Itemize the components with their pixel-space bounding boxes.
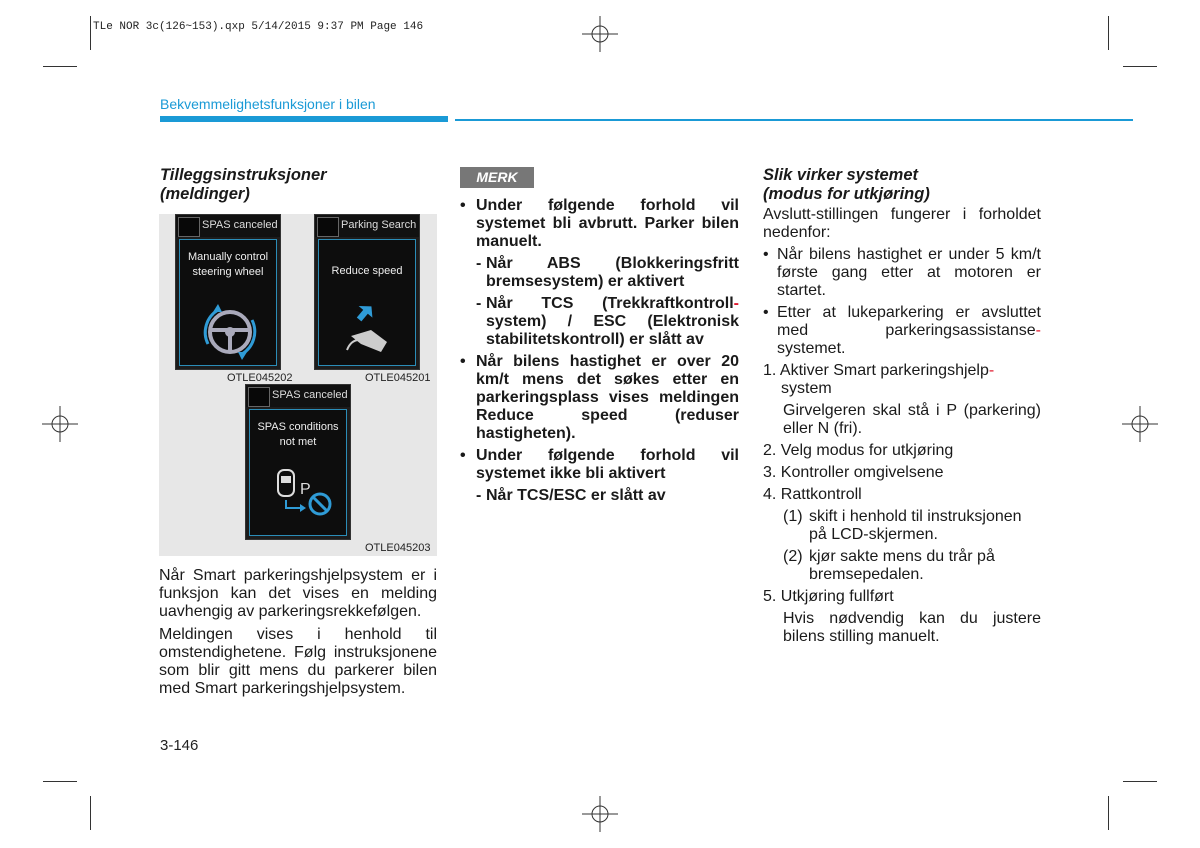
steering-wheel-icon [198, 300, 262, 364]
cluster-screen-reduce-speed [314, 214, 420, 370]
note-item: • Når bilens hastighet er over 20 km/t mens det søkes etter en parkeringsplass vises meldingen Reduce speed (reduser hastigheten). [460, 353, 739, 443]
left-paragraph-1: Når Smart parkeringshjelpsystem er i funksjon kan det vises en melding uavhengig av parkeringsrekkefølgen. [159, 567, 437, 620]
crop-mark [1108, 796, 1109, 830]
left-heading [160, 166, 440, 204]
note-subitem: - Når TCS (Trekkraftkontroll- system) / ESC (Elektronisk stabilitetskontroll) er slått av [460, 295, 739, 349]
brake-pedal-icon [341, 300, 401, 360]
crop-mark [1123, 781, 1157, 782]
step-4-subitem: (2) kjør sakte mens du trår på bremsepedalen. [783, 548, 995, 583]
right-column [763, 166, 1041, 650]
right-heading: Slik virker systemet (modus for utkjøring) [763, 166, 930, 203]
screen-status-bar [246, 385, 350, 407]
left-heading-line1: Tilleggsinstruksjoner [160, 166, 327, 184]
figure-label: OTLE045203 [365, 542, 431, 554]
screen-message: Reduce speed [331, 265, 403, 277]
screen-panel [249, 409, 347, 536]
crop-mark [90, 796, 91, 830]
screen-message: Manually control steering wheel [187, 251, 269, 278]
note-subitem: - Når ABS (Blokkeringsfritt bremsesystem) er aktivert [460, 255, 739, 291]
message-figure [159, 214, 437, 556]
crop-mark [43, 781, 77, 782]
print-header: TLe NOR 3c(126~153).qxp 5/14/2015 9:37 PM Page 146 [93, 21, 424, 33]
svg-text:P: P [300, 481, 311, 498]
step-2: 2. Velg modus for utkjøring [763, 442, 954, 459]
registration-mark-icon [582, 796, 618, 832]
note-body [460, 197, 739, 509]
parking-prohibited-icon [270, 464, 340, 524]
screen-panel [318, 239, 416, 366]
crop-mark [1123, 66, 1157, 67]
step-3: 3. Kontroller omgivelsene [763, 464, 944, 481]
screen-status-text: SPAS canceled [202, 219, 278, 231]
screen-panel [179, 239, 277, 366]
screen-status-text: SPAS canceled [272, 389, 348, 401]
crop-mark [1108, 16, 1109, 50]
figure-label: OTLE045201 [365, 372, 431, 384]
screen-status-bar [315, 215, 419, 237]
step-1-detail: Girvelgeren skal stå i P (parkering) eller N (fri). [783, 402, 1041, 437]
cluster-screen-conditions-not-met [245, 384, 351, 540]
crop-mark [90, 16, 91, 50]
hyphenation-mark: - [1035, 322, 1041, 339]
left-heading-line2: (meldinger) [160, 185, 250, 203]
note-item: • Under følgende forhold vil systemet bli avbrutt. Parker bilen manuelt. [460, 197, 739, 251]
screen-message: SPAS conditions not met [257, 421, 339, 448]
step-4: 4. Rattkontroll [763, 486, 862, 503]
hyphenation-mark: - [733, 295, 739, 312]
note-label: MERK [460, 167, 534, 188]
registration-mark-icon [42, 406, 78, 442]
registration-mark-icon [582, 16, 618, 52]
right-bullet: • Når bilens hastighet er under 5 km/t første gang etter at motoren er startet. [763, 246, 1041, 300]
section-title: Bekvemmelighetsfunksjoner i bilen [160, 96, 376, 112]
figure-label: OTLE045202 [227, 372, 293, 384]
step-5: 5. Utkjøring fullført [763, 588, 894, 605]
section-title-bar [160, 116, 448, 122]
hyphenation-mark: - [988, 362, 995, 379]
left-paragraph-2: Meldingen vises i henhold til omstendighetene. Følg instruksjonene som blir gitt mens du parkerer bilen med Smart parkeringshjelpsystem. [159, 626, 437, 697]
page-number: 3-146 [160, 737, 199, 754]
right-bullet: • Etter at lukeparkering er avsluttet med parkeringsassistanse- systemet. [763, 304, 1041, 358]
note-item: • Under følgende forhold vil systemet ikke bli aktivert [460, 447, 739, 483]
step-1: 1. Aktiver Smart parkeringshjelp- system [763, 362, 995, 397]
crop-mark [43, 66, 77, 67]
registration-mark-icon [1122, 406, 1158, 442]
screen-status-text: Parking Search [341, 219, 417, 231]
right-intro: Avslutt-stillingen fungerer i forholdet nedenfor: [763, 206, 1041, 241]
step-4-subitem: (1) skift i henhold til instruksjonen på LCD-skjermen. [783, 508, 1022, 543]
section-title-rule [455, 119, 1133, 121]
cluster-screen-manual-control [175, 214, 281, 370]
step-5-detail: Hvis nødvendig kan du justere bilens stilling manuelt. [783, 610, 1041, 645]
screen-status-bar [176, 215, 280, 237]
note-subitem: - Når TCS/ESC er slått av [460, 487, 739, 505]
